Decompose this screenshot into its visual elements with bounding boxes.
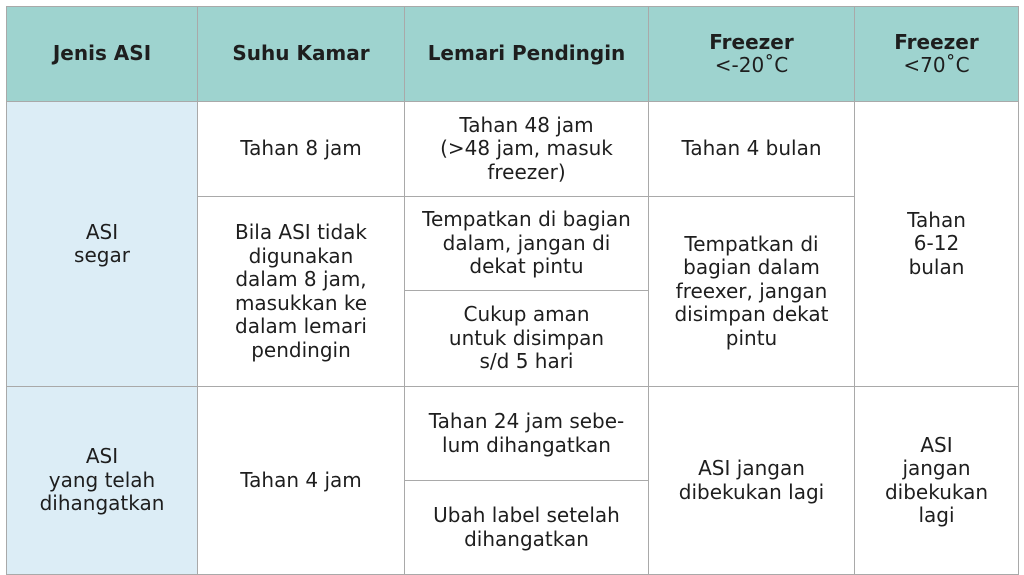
header-jenis-asi: Jenis ASI: [7, 7, 198, 102]
header-freezer-70-title: Freezer: [894, 29, 979, 54]
cell-fresh-freezer20-placement: Tempatkan di bagian dalam freexer, jangan disimpan dekat pintu: [649, 197, 855, 387]
cell-fresh-freezer70-duration: Tahan 6-12 bulan: [855, 102, 1019, 387]
cell-fresh-fridge-duration: Tahan 48 jam (>48 jam, masuk freezer): [405, 102, 649, 197]
header-freezer-minus20-temp: <-20˚C: [714, 53, 789, 77]
row-label-asi-dihangatkan: ASI yang telah dihangatkan: [7, 387, 198, 575]
cell-fresh-room-instruction: Bila ASI tidak digunakan dalam 8 jam, masukkan ke dalam lemari pendingin: [198, 197, 405, 387]
cell-warmed-fridge-label: Ubah label setelah dihangatkan: [405, 481, 649, 575]
cell-fresh-fridge-safety: Cukup aman untuk disimpan s/d 5 hari: [405, 291, 649, 387]
table-row: [7, 387, 1019, 481]
asi-storage-table: [6, 6, 1019, 575]
cell-warmed-room-duration: Tahan 4 jam: [198, 387, 405, 575]
header-freezer-70: [855, 7, 1019, 102]
header-freezer-minus20-title: Freezer: [709, 29, 794, 54]
header-freezer-70-temp: <70˚C: [903, 53, 970, 77]
cell-warmed-freezer20-note: ASI jangan dibekukan lagi: [649, 387, 855, 575]
header-freezer-minus20: [649, 7, 855, 102]
header-suhu-kamar: Suhu Kamar: [198, 7, 405, 102]
cell-fresh-room-duration: Tahan 8 jam: [198, 102, 405, 197]
header-row: [7, 7, 1019, 102]
cell-fresh-freezer20-duration: Tahan 4 bulan: [649, 102, 855, 197]
cell-fresh-fridge-placement: Tempatkan di bagian dalam, jangan di dekat pintu: [405, 197, 649, 291]
cell-warmed-fridge-duration: Tahan 24 jam sebe- lum dihangatkan: [405, 387, 649, 481]
cell-warmed-freezer70-note: ASI jangan dibekukan lagi: [855, 387, 1019, 575]
row-label-asi-segar: ASI segar: [7, 102, 198, 387]
header-lemari-pendingin: Lemari Pendingin: [405, 7, 649, 102]
table-row: [7, 102, 1019, 197]
